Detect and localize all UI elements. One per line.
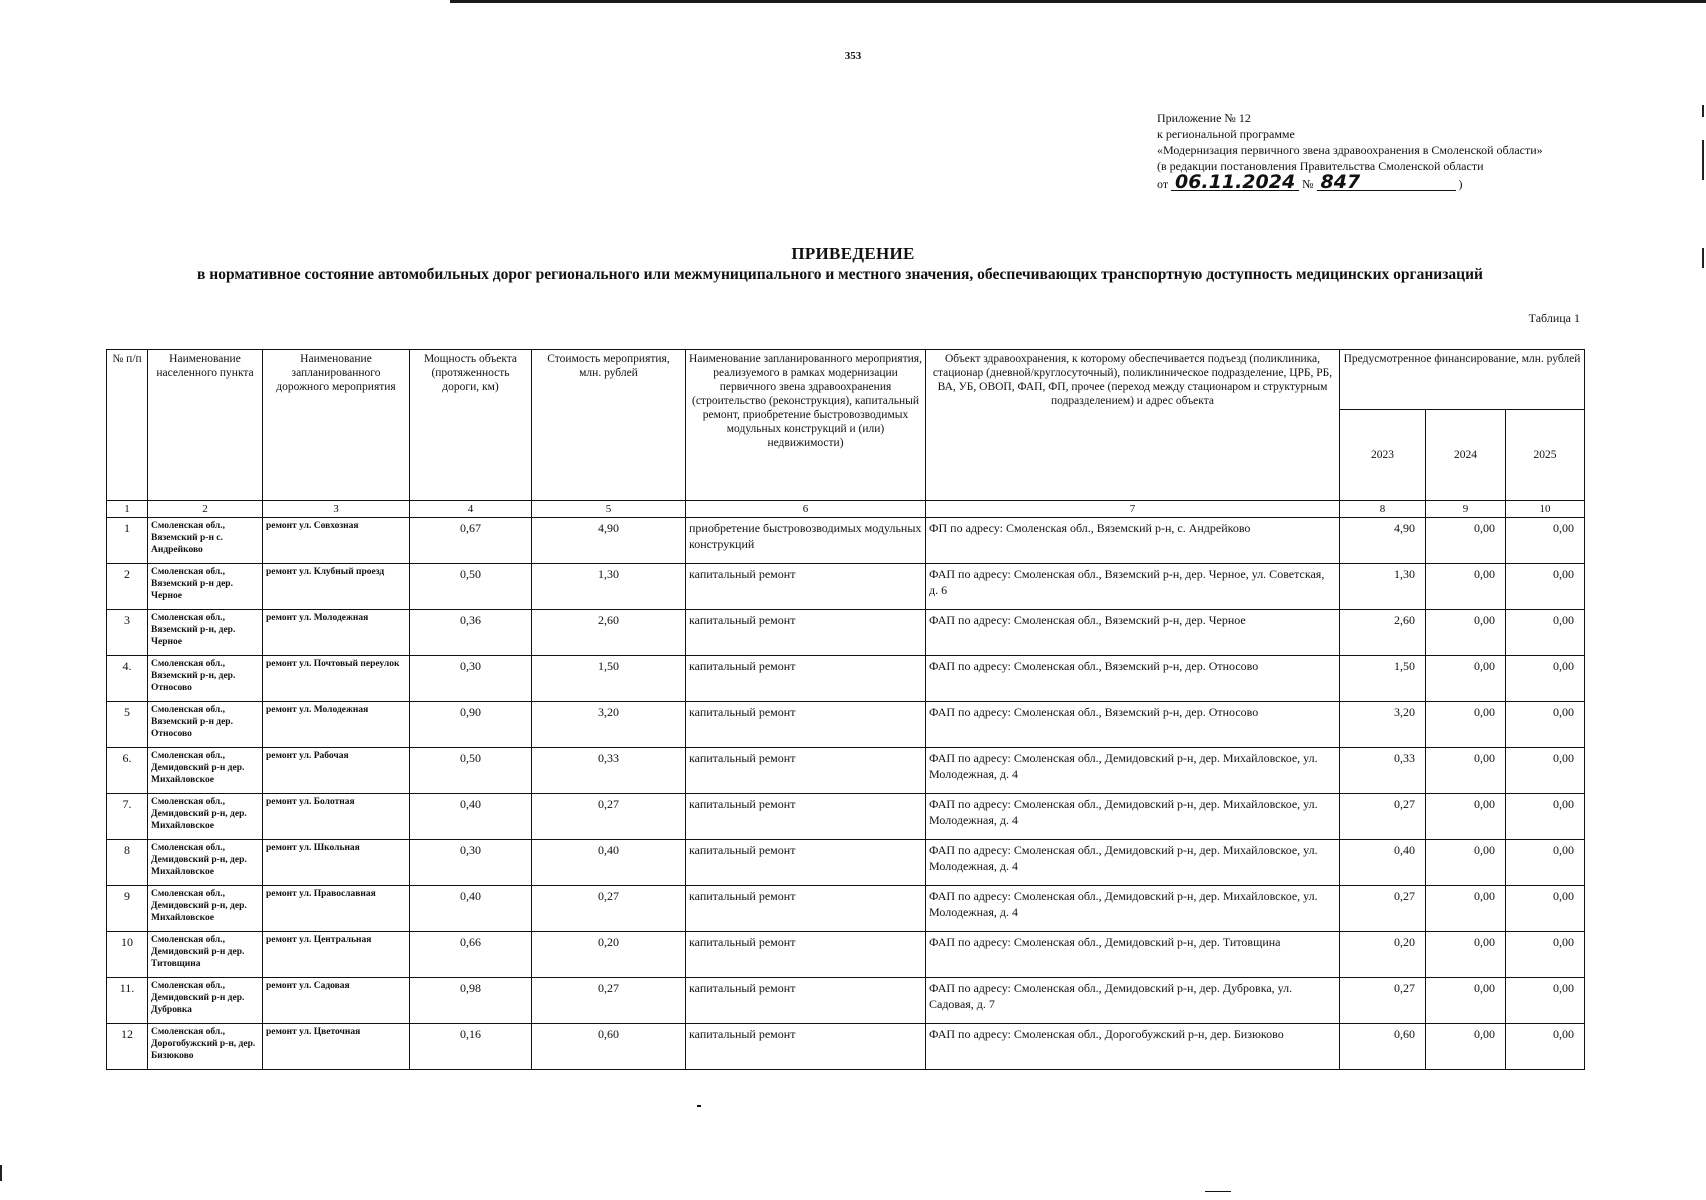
modernization-event: капитальный ремонт [686,932,926,978]
row-number: 8 [107,840,148,886]
table-row [107,748,1585,794]
settlement-name: Смоленская обл., Вяземский р-н дер. Относово [148,702,263,748]
table-row [107,794,1585,840]
document-title: ПРИВЕДЕНИЕ [791,244,915,263]
financing-2024: 0,00 [1426,840,1506,886]
table-row [107,932,1585,978]
financing-2023: 0,40 [1340,840,1426,886]
capacity-value: 0,67 [410,518,532,564]
header-year-2025: 2025 [1506,410,1585,501]
financing-2025: 0,00 [1506,794,1585,840]
column-number: 8 [1340,501,1426,518]
cost-value: 2,60 [532,610,686,656]
road-event: ремонт ул. Совхозная [263,518,410,564]
financing-2024: 0,00 [1426,656,1506,702]
financing-2024: 0,00 [1426,794,1506,840]
column-number: 7 [926,501,1340,518]
handwritten-date: 06.11.2024 [1171,174,1299,191]
road-event: ремонт ул. Клубный проезд [263,564,410,610]
road-event: ремонт ул. Центральная [263,932,410,978]
settlement-name: Смоленская обл., Демидовский р-н, дер. Михайловское [148,886,263,932]
header-capacity: Мощность объекта (протяженность дороги, км) [410,350,532,501]
header-cost: Стоимость мероприятия, млн. рублей [532,350,686,501]
modernization-event: капитальный ремонт [686,564,926,610]
row-number: 11. [107,978,148,1024]
financing-2024: 0,00 [1426,1024,1506,1070]
appendix-line: «Модернизация первичного звена здравоохранения в Смоленской области» [1157,143,1543,157]
settlement-name: Смоленская обл., Вяземский р-н, дер. Относово [148,656,263,702]
financing-2025: 0,00 [1506,610,1585,656]
capacity-value: 0,50 [410,748,532,794]
road-event: ремонт ул. Молодежная [263,610,410,656]
financing-2023: 0,20 [1340,932,1426,978]
financing-2025: 0,00 [1506,656,1585,702]
modernization-event: капитальный ремонт [686,794,926,840]
table-row [107,1024,1585,1070]
financing-2023: 0,60 [1340,1024,1426,1070]
header-year-2023: 2023 [1340,410,1426,501]
settlement-name: Смоленская обл., Демидовский р-н, дер. Михайловское [148,840,263,886]
cost-value: 0,27 [532,794,686,840]
cost-value: 0,27 [532,886,686,932]
settlement-name: Смоленская обл., Демидовский р-н, дер. Михайловское [148,794,263,840]
modernization-event: капитальный ремонт [686,610,926,656]
column-number: 9 [1426,501,1506,518]
modernization-event: капитальный ремонт [686,748,926,794]
header-facility: Объект здравоохранения, к которому обеспечивается подъезд (поликлиника, стационар (дневной/круглосуточный), поликлиническое подразделение, ЦРБ, РБ, ВА, УБ, ОВОП, ФАП, ФП, прочее (переход между стационаром и структурным подразделением) и адрес объекта [926,350,1340,501]
cost-value: 1,30 [532,564,686,610]
column-number: 3 [263,501,410,518]
financing-2024: 0,00 [1426,702,1506,748]
road-event: ремонт ул. Православная [263,886,410,932]
financing-2023: 0,27 [1340,978,1426,1024]
row-number: 5 [107,702,148,748]
appendix-line: (в редакции постановления Правительства Смоленской области [1157,159,1484,173]
cost-value: 0,33 [532,748,686,794]
column-number: 6 [686,501,926,518]
appendix-line: к региональной программе [1157,127,1295,141]
document-subtitle: в нормативное состояние автомобильных дорог регионального или межмуниципального и местного значения, обеспечивающих транспортную доступность медицинских организаций [197,266,1483,283]
table-row [107,518,1585,564]
facility-address: ФАП по адресу: Смоленская обл., Вяземский р-н, дер. Относово [926,702,1340,748]
financing-2023: 4,90 [1340,518,1426,564]
settlement-name: Смоленская обл., Демидовский р-н дер. Титовщина [148,932,263,978]
appendix-block [1157,110,1547,192]
road-event: ремонт ул. Почтовый переулок [263,656,410,702]
capacity-value: 0,98 [410,978,532,1024]
capacity-value: 0,30 [410,656,532,702]
capacity-value: 0,16 [410,1024,532,1070]
financing-2025: 0,00 [1506,840,1585,886]
facility-address: ФАП по адресу: Смоленская обл., Демидовский р-н, дер. Михайловское, ул. Молодежная, д. 4 [926,840,1340,886]
modernization-event: капитальный ремонт [686,656,926,702]
financing-2023: 0,33 [1340,748,1426,794]
financing-2025: 0,00 [1506,1024,1585,1070]
modernization-event: приобретение быстровозводимых модульных конструкций [686,518,926,564]
settlement-name: Смоленская обл., Дорогобужский р-н, дер. Бизюково [148,1024,263,1070]
facility-address: ФАП по адресу: Смоленская обл., Вяземский р-н, дер. Черное [926,610,1340,656]
column-number: 2 [148,501,263,518]
facility-address: ФАП по адресу: Смоленская обл., Вяземский р-н, дер. Относово [926,656,1340,702]
column-number: 4 [410,501,532,518]
table-row [107,610,1585,656]
column-number: 5 [532,501,686,518]
road-event: ремонт ул. Садовая [263,978,410,1024]
financing-2025: 0,00 [1506,748,1585,794]
appendix-date-line [1157,171,1547,193]
header-year-2024: 2024 [1426,410,1506,501]
road-event: ремонт ул. Рабочая [263,748,410,794]
cost-value: 1,50 [532,656,686,702]
financing-2025: 0,00 [1506,702,1585,748]
road-event: ремонт ул. Болотная [263,794,410,840]
capacity-value: 0,66 [410,932,532,978]
capacity-value: 0,40 [410,794,532,840]
table-row [107,978,1585,1024]
capacity-value: 0,30 [410,840,532,886]
settlement-name: Смоленская обл., Вяземский р-н, дер. Черное [148,610,263,656]
financing-2024: 0,00 [1426,518,1506,564]
table-row [107,564,1585,610]
handwritten-number: 847 [1317,174,1456,191]
column-number-row [107,501,1585,518]
scan-edge-mark [1702,140,1704,180]
financing-2024: 0,00 [1426,748,1506,794]
appendix-line: Приложение № 12 [1157,111,1251,125]
financing-2025: 0,00 [1506,518,1585,564]
modernization-event: капитальный ремонт [686,840,926,886]
number-prefix: № [1302,177,1314,191]
scan-top-edge [450,0,1706,3]
row-number: 2 [107,564,148,610]
header-road-event: Наименование запланированного дорожного мероприятия [263,350,410,501]
header-financing: Предусмотренное финансирование, млн. рублей [1340,350,1585,410]
road-event: ремонт ул. Цветочная [263,1024,410,1070]
row-number: 7. [107,794,148,840]
facility-address: ФАП по адресу: Смоленская обл., Дорогобужский р-н, дер. Бизюково [926,1024,1340,1070]
modernization-event: капитальный ремонт [686,978,926,1024]
facility-address: ФАП по адресу: Смоленская обл., Демидовский р-н, дер. Михайловское, ул. Молодежная, д. 4 [926,748,1340,794]
table-row [107,702,1585,748]
scan-edge-mark [1702,105,1704,117]
financing-2024: 0,00 [1426,610,1506,656]
financing-2024: 0,00 [1426,978,1506,1024]
modernization-event: капитальный ремонт [686,886,926,932]
financing-2024: 0,00 [1426,932,1506,978]
row-number: 12 [107,1024,148,1070]
road-event: ремонт ул. Молодежная [263,702,410,748]
column-number: 10 [1506,501,1585,518]
financing-2025: 0,00 [1506,886,1585,932]
table-row [107,840,1585,886]
financing-2024: 0,00 [1426,886,1506,932]
financing-2023: 1,50 [1340,656,1426,702]
row-number: 1 [107,518,148,564]
settlement-name: Смоленская обл., Вяземский р-н с. Андрейково [148,518,263,564]
financing-2025: 0,00 [1506,564,1585,610]
roads-table [106,349,1585,1070]
header-modernization-event: Наименование запланированного мероприятия, реализуемого в рамках модернизации первичного звена здравоохранения (строительство (реконструкция), капитальный ремонт, приобретение быстровозводимых модульных конструкций и (или) недвижимости) [686,350,926,501]
road-event: ремонт ул. Школьная [263,840,410,886]
financing-2024: 0,00 [1426,564,1506,610]
financing-2023: 0,27 [1340,886,1426,932]
settlement-name: Смоленская обл., Вяземский р-н дер. Черное [148,564,263,610]
row-number: 9 [107,886,148,932]
cost-value: 0,60 [532,1024,686,1070]
row-number: 4. [107,656,148,702]
cost-value: 4,90 [532,518,686,564]
header-num: № п/п [107,350,148,501]
page-number: 353 [844,50,862,62]
financing-2023: 0,27 [1340,794,1426,840]
facility-address: ФАП по адресу: Смоленская обл., Демидовский р-н, дер. Дубровка, ул. Садовая, д. 7 [926,978,1340,1024]
settlement-name: Смоленская обл., Демидовский р-н дер. Михайловское [148,748,263,794]
row-number: 3 [107,610,148,656]
facility-address: ФП по адресу: Смоленская обл., Вяземский р-н, с. Андрейково [926,518,1340,564]
row-number: 6. [107,748,148,794]
capacity-value: 0,36 [410,610,532,656]
facility-address: ФАП по адресу: Смоленская обл., Демидовский р-н, дер. Михайловское, ул. Молодежная, д. 4 [926,886,1340,932]
capacity-value: 0,50 [410,564,532,610]
cost-value: 3,20 [532,702,686,748]
capacity-value: 0,40 [410,886,532,932]
column-number: 1 [107,501,148,518]
cost-value: 0,20 [532,932,686,978]
scan-bottom-dash [1205,1191,1231,1192]
cost-value: 0,27 [532,978,686,1024]
table-row [107,656,1585,702]
date-prefix: от [1157,177,1169,191]
row-number: 10 [107,932,148,978]
settlement-name: Смоленская обл., Демидовский р-н дер. Дубровка [148,978,263,1024]
financing-2023: 2,60 [1340,610,1426,656]
table-row [107,886,1585,932]
scan-edge-mark [0,1165,2,1181]
modernization-event: капитальный ремонт [686,1024,926,1070]
facility-address: ФАП по адресу: Смоленская обл., Вяземский р-н, дер. Черное, ул. Советская, д. 6 [926,564,1340,610]
financing-2023: 1,30 [1340,564,1426,610]
capacity-value: 0,90 [410,702,532,748]
closing-paren: ) [1458,177,1463,191]
table-label: Таблица 1 [1528,311,1580,325]
scan-speck [697,1105,701,1107]
header-settlement: Наименование населенного пункта [148,350,263,501]
financing-2025: 0,00 [1506,932,1585,978]
modernization-event: капитальный ремонт [686,702,926,748]
facility-address: ФАП по адресу: Смоленская обл., Демидовский р-н, дер. Михайловское, ул. Молодежная, д. 4 [926,794,1340,840]
cost-value: 0,40 [532,840,686,886]
financing-2025: 0,00 [1506,978,1585,1024]
facility-address: ФАП по адресу: Смоленская обл., Демидовский р-н, дер. Титовщина [926,932,1340,978]
financing-2023: 3,20 [1340,702,1426,748]
